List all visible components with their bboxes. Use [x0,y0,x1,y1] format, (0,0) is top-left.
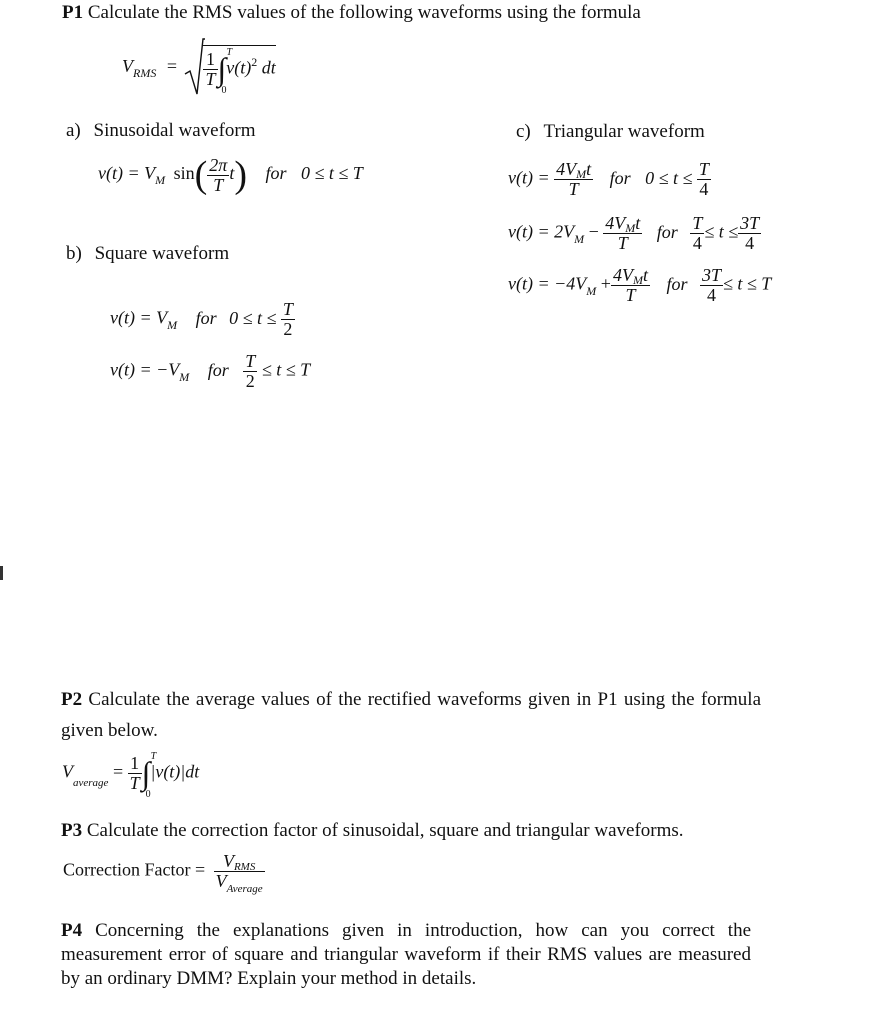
tri-eq1-num: 4V [556,159,577,179]
avg-frac-num: 1 [128,754,142,774]
rms-power: 2 [251,54,258,69]
tri-eq2-mid: ≤ t ≤ [704,221,739,242]
tri-eq2-num: 4V [605,213,626,233]
tri-eq1 [508,160,711,199]
square-eq2-lhs: v(t) = −V [110,359,180,380]
tri-eq3-num-t: t [642,265,648,285]
sine-lhs: v(t) = V [98,163,156,184]
avg-eq: = [112,761,124,782]
tri-eq1-for: for [609,167,631,188]
sine-for: for [265,163,287,184]
rms-formula [122,38,278,98]
tri-eq2-bnum: 3T [740,213,760,233]
p2-paragraph [61,684,761,746]
part-c-title: Triangular waveform [543,121,705,142]
tri-eq2-num-sub: M [625,221,636,235]
square-eq1-for: for [195,307,217,328]
tri-eq1-num-t: t [586,159,592,179]
tri-eq1-cond: 0 ≤ t ≤ [645,167,693,188]
tri-eq3-den: T [625,284,636,305]
rms-frac-den: T [205,69,216,89]
tri-eq2-for: for [656,221,678,242]
sqrt-sign [183,38,205,98]
tri-eq3-aden: 4 [706,284,716,305]
p3-label: P3 [61,820,83,841]
part-c-heading [516,121,705,143]
tri-eq2-num-t: t [635,213,641,233]
tri-eq2-sub: M [574,231,585,246]
square-eq1-sub: M [167,317,178,332]
part-a-label: a) [66,120,81,141]
tri-eq2-lhs: v(t) = 2V [508,221,575,242]
tri-eq2-minus: − [588,221,599,242]
tri-eq2 [508,214,761,253]
rms-frac-num: 1 [203,50,217,70]
cf-formula [63,851,265,895]
tri-eq1-den: T [568,178,579,199]
sine-frac-den: T [213,174,224,195]
sine-var: t [229,163,235,184]
square-eq1-cond: 0 ≤ t ≤ [229,307,277,328]
avg-formula [62,750,200,810]
avg-integrand: |v(t)| [150,761,186,782]
tri-eq2-aden: 4 [692,232,702,253]
tri-eq2-anum: T [692,213,703,233]
cf-num: V [222,851,234,871]
tri-eq3-for: for [666,273,688,294]
integral-sign: ∫ T 0 [217,47,233,96]
tri-eq3-num-sub: M [632,273,643,287]
tri-eq3-anum: 3T [701,265,721,285]
sine-func: sin [173,163,195,184]
tri-eq3-cond: ≤ t ≤ T [722,273,772,294]
square-eq1-den: 2 [283,318,293,339]
avg-upper-limit: T [150,750,157,762]
avg-dt: dt [185,761,200,782]
square-eq2 [110,352,310,391]
part-b-title: Square waveform [94,243,230,264]
rms-lhs: V [122,56,133,77]
part-a-heading [66,120,256,142]
tri-eq2-den: T [617,232,628,253]
sine-frac-num: 2π [209,154,228,175]
tri-eq1-lhs: v(t) = [508,167,550,188]
sine-cond: 0 ≤ t ≤ T [301,163,363,184]
tri-eq3-sub: M [586,283,597,298]
sine-equation: $v(t) = V_M$ sin( $\frac{2\pi}{T}$ t) for 0 ≤ t ≤ T [98,154,363,196]
rms-eq: = [166,56,177,77]
avg-lhs-sub: average [73,776,109,789]
sine-lhs-sub: M [155,173,166,188]
cf-den: V [215,870,227,891]
p4-text: Concerning the explanations given in introduction, how can you correct the measurement error of square and triangular waveform if their RMS values are measured by an ordinary DMM? Explain your method in details. [61,920,752,989]
square-eq2-for: for [207,359,229,380]
rms-lower-limit: 0 [221,85,227,96]
p1-heading [62,2,641,24]
rms-frac [203,50,217,89]
square-eq2-cond: ≤ t ≤ T [261,359,311,380]
rms-integrand: v(t) [226,57,252,78]
rms-upper-limit: T [226,47,233,58]
part-c-label: c) [516,121,531,142]
avg-frac-den: T [129,772,140,793]
tri-eq1-cden: 4 [699,178,709,199]
p4-paragraph [61,919,751,991]
p3-text: Calculate the correction factor of sinusoidal, square and triangular waveforms. [86,820,684,841]
avg-lhs: V [62,761,73,782]
square-eq1 [110,300,295,339]
cf-den-sub: Average [226,882,263,895]
tri-eq3-num: 4V [612,265,633,285]
rms-lhs-sub: RMS [133,66,157,81]
tri-eq2-bden: 4 [745,232,755,253]
avg-integral-sign: ∫ T 0 [141,750,157,800]
tri-eq3-lhs: v(t) = −4V [508,273,587,294]
part-b-heading [66,243,229,265]
tri-eq3-plus: + [600,273,611,294]
rms-dt: dt [261,57,276,78]
tri-eq3 [508,266,771,305]
page-edge-mark [0,566,3,580]
cf-lhs: Correction Factor = [63,859,206,880]
square-eq2-sub: M [179,369,190,384]
p2-label: P2 [61,689,83,710]
p1-label: P1 [62,2,84,23]
p3-paragraph [61,820,684,842]
avg-lower-limit: 0 [145,788,151,800]
cf-num-sub: RMS [233,861,256,873]
p2-text: Calculate the average values of the rectified waveforms given in P1 using the formula given below. [61,689,762,741]
part-a-title: Sinusoidal waveform [93,120,256,141]
tri-eq1-cnum: T [698,159,709,179]
tri-eq1-num-sub: M [576,167,587,181]
square-eq2-num: T [245,351,256,371]
square-eq1-num: T [282,299,293,319]
part-b-label: b) [66,243,82,264]
square-eq2-den: 2 [245,370,255,391]
p4-label: P4 [61,920,83,941]
square-eq1-lhs: v(t) = V [110,307,168,328]
p1-text: Calculate the RMS values of the following waveforms using the formula [87,2,641,23]
